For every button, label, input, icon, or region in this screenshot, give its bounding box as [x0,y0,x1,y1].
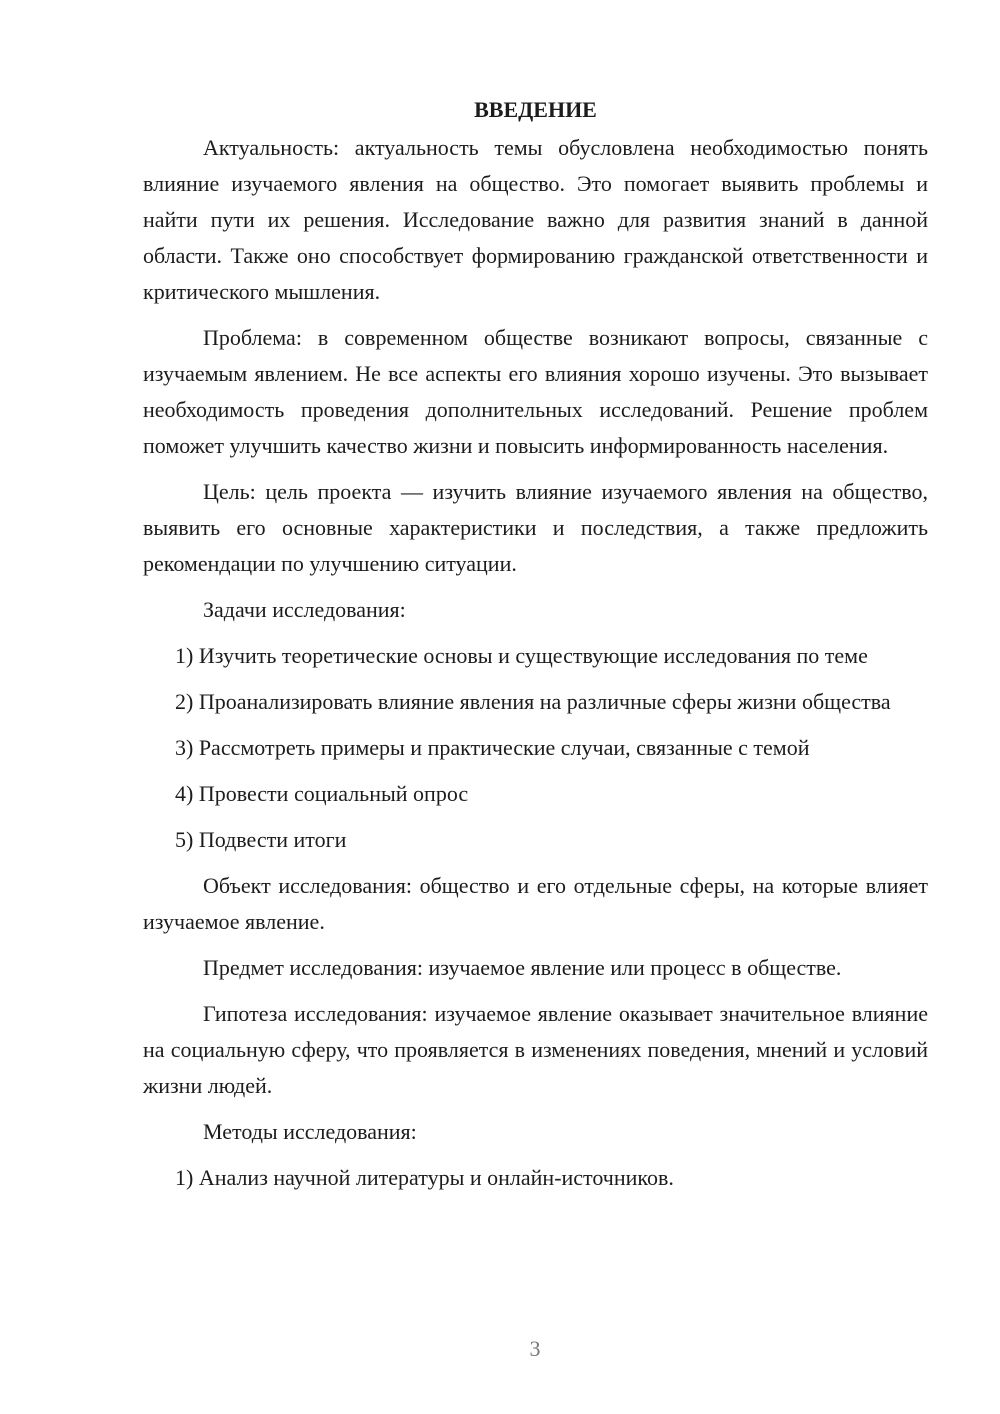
task-item-5: 5) Подвести итоги [175,827,347,852]
problem-paragraph: Проблема: в современном обществе возникают вопросы, связанные с изучаемым явлением. Не все аспекты его влияния хорошо изучены. Это вызывает необходимость проведения дополнительных исследований. Решение проблем поможет улучшить качество жизни и повысить информированность населения. [143,325,928,458]
hypothesis-paragraph: Гипотеза исследования: изучаемое явление оказывает значительное влияние на социальную сферу, что проявляется в изменениях поведения, мнений и условий жизни людей. [143,1001,928,1098]
section-heading: ВВЕДЕНИЕ [474,97,597,122]
method-item-1: 1) Анализ научной литературы и онлайн-источников. [175,1165,674,1190]
methods-title: Методы исследования: [203,1119,417,1144]
goal-paragraph: Цель: цель проекта — изучить влияние изучаемого явления на общество, выявить его основные характеристики и последствия, а также предложить рекомендации по улучшению ситуации. [143,479,928,576]
object-paragraph: Объект исследования: общество и его отдельные сферы, на которые влияет изучаемое явление. [143,873,928,934]
task-item-3: 3) Рассмотреть примеры и практические случаи, связанные с темой [175,735,810,760]
subject-paragraph: Предмет исследования: изучаемое явление или процесс в обществе. [203,955,842,980]
task-item-1: 1) Изучить теоретические основы и существующие исследования по теме [175,643,868,668]
task-item-4: 4) Провести социальный опрос [175,781,469,806]
relevance-paragraph: Актуальность: актуальность темы обусловлена необходимостью понять влияние изучаемого явления на общество. Это помогает выявить проблемы и найти пути их решения. Исследование важно для развития знаний в данной области. Также оно способствует формированию гражданской ответственности и критического мышления. [143,135,928,304]
task-item-2: 2) Проанализировать влияние явления на различные сферы жизни общества [175,689,891,714]
page-number: 3 [529,1336,541,1361]
page-content [143,92,928,1206]
tasks-title: Задачи исследования: [203,597,406,622]
